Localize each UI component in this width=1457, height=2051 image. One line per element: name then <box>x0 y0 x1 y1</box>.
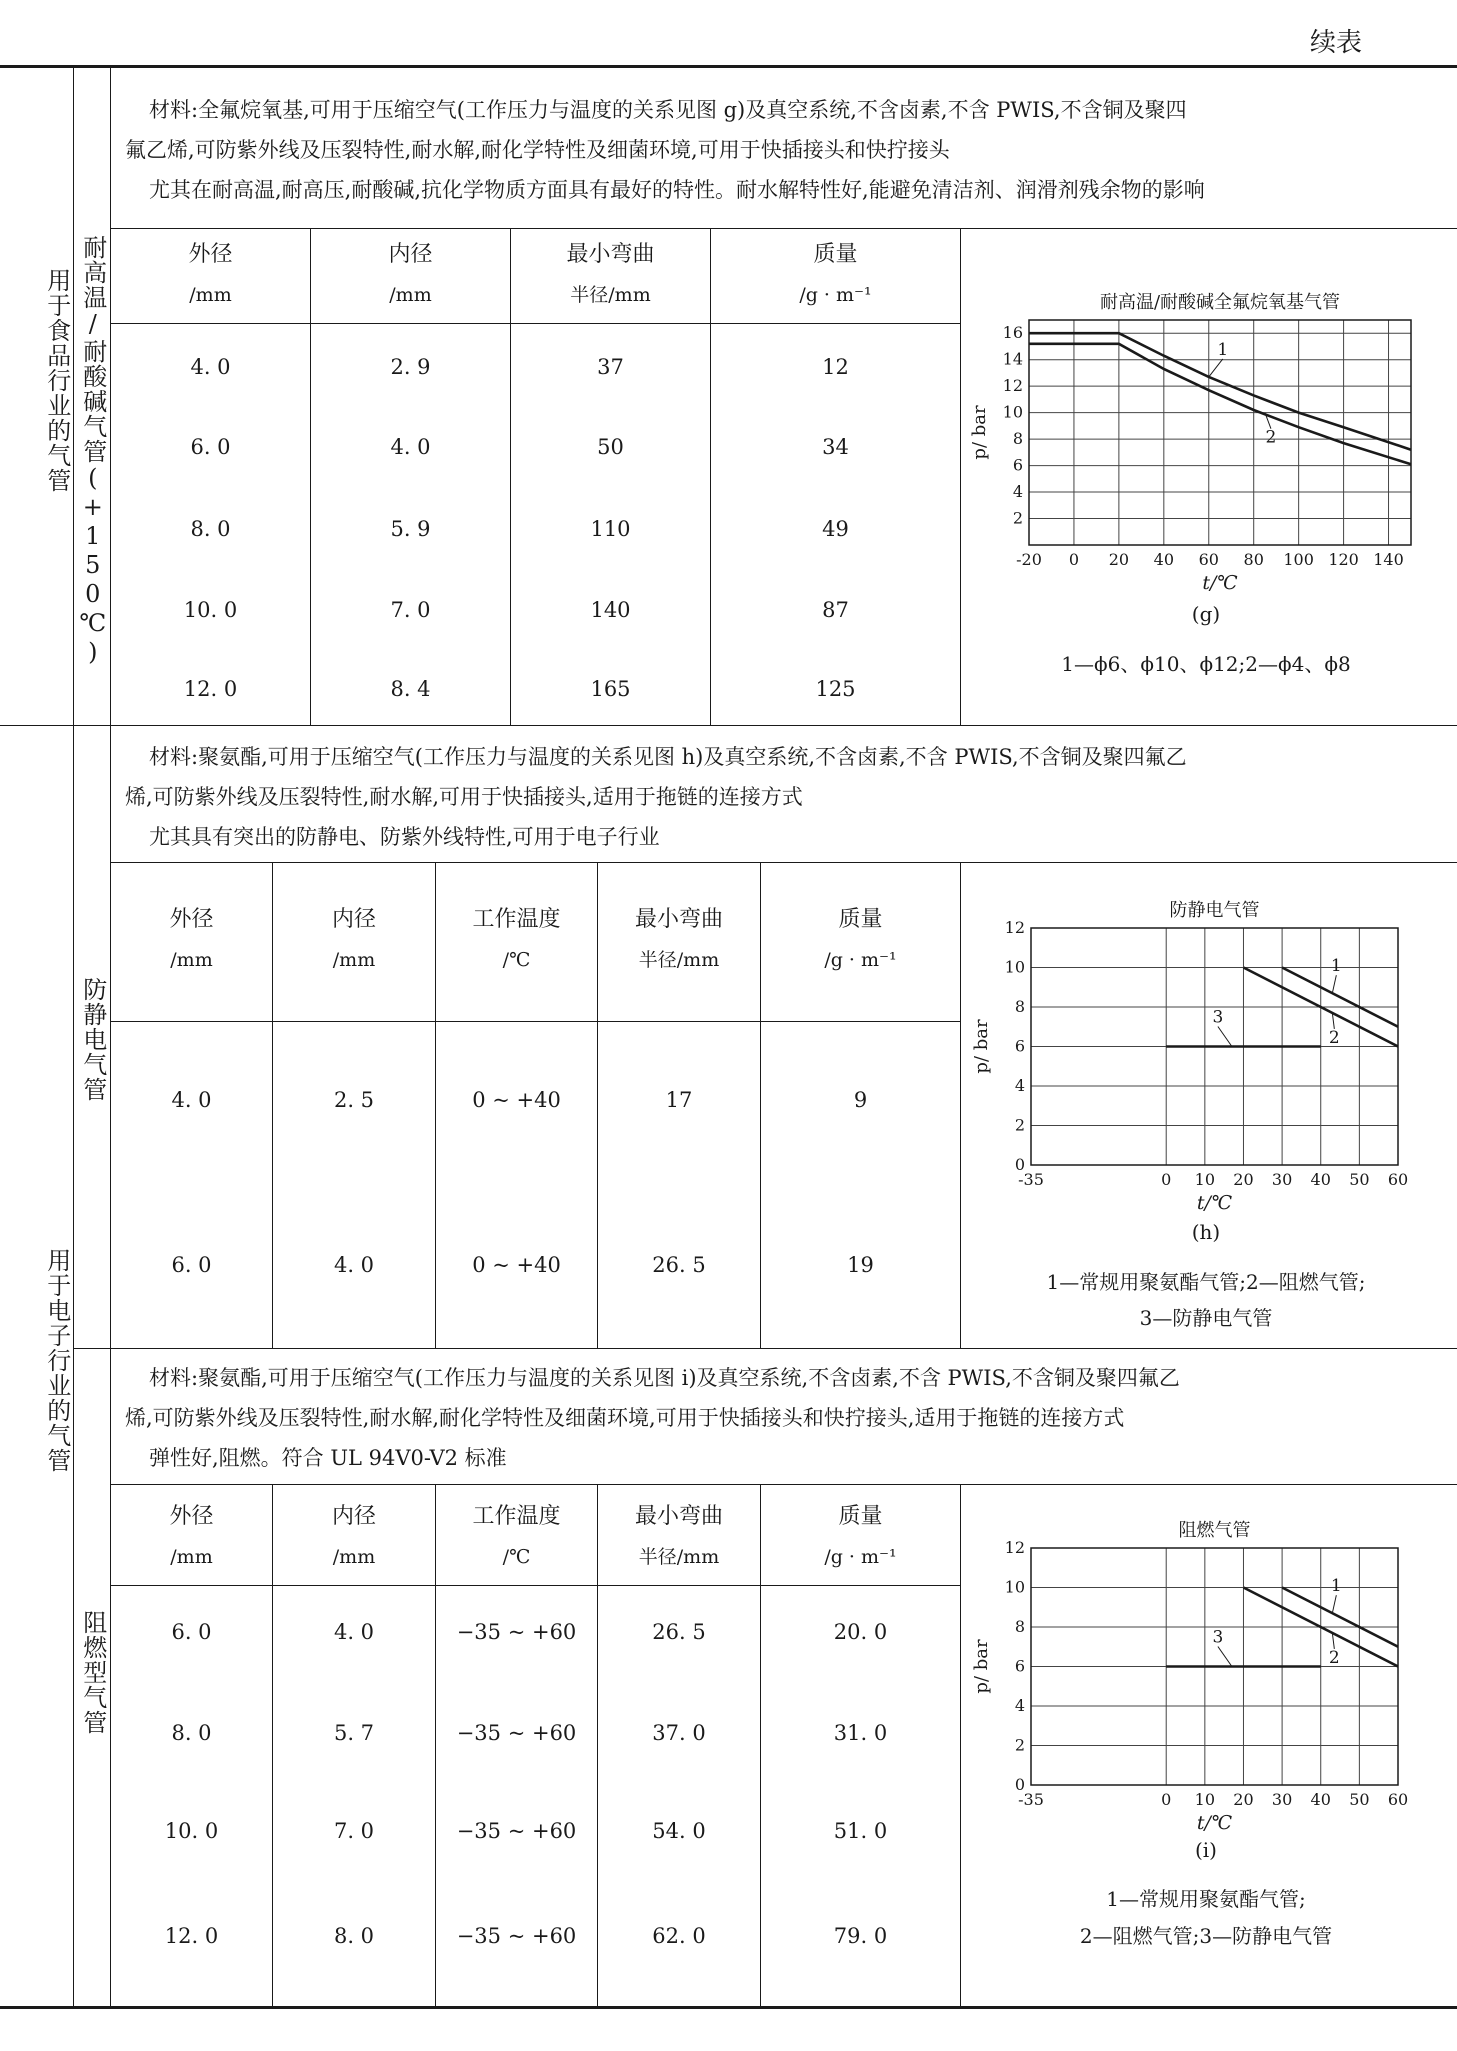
x-axis-label: t/℃ <box>1202 572 1238 594</box>
s2-line-1: 材料:聚氨酯,可用于压缩空气(工作压力与温度的关系见图 h)及真空系统,不含卤素,不含 PWIS,不含铜及聚四氟乙 <box>149 745 1187 769</box>
y-tick-label: 6 <box>1014 1036 1025 1056</box>
x-tick-label: 0 <box>1161 1790 1172 1809</box>
y-tick-label: 12 <box>1002 376 1023 396</box>
y-tick-label: 12 <box>1004 918 1025 937</box>
x-tick-label: -35 <box>1018 1170 1044 1189</box>
table-cell: 49 <box>822 517 849 541</box>
series-leader-1 <box>1332 975 1336 993</box>
table-cell: 31. 0 <box>833 1721 888 1745</box>
table-cell: −35 ~ +60 <box>456 1819 577 1843</box>
y-tick-label: 2 <box>1012 508 1023 528</box>
series-leader-1 <box>1332 1595 1336 1613</box>
s2-line-3: 尤其具有突出的防静电、防紫外线特性,可用于电子行业 <box>149 825 660 849</box>
s2-line-2: 烯,可防紫外线及压裂特性,耐水解,可用于快插接头,适用于拖链的连接方式 <box>125 785 803 809</box>
table-cell: 10. 0 <box>164 1819 219 1843</box>
s1-table-top <box>111 228 1457 229</box>
header-text: 质量 <box>813 242 858 267</box>
y-tick-label: 2 <box>1014 1735 1025 1755</box>
table-cell: 50 <box>597 435 624 459</box>
table-cell: 26. 5 <box>652 1253 706 1277</box>
series-label-1: 1 <box>1217 339 1229 360</box>
table-cell: 0 ~ +40 <box>472 1253 561 1277</box>
y-tick-label: 14 <box>1002 349 1023 369</box>
y-tick-label: 10 <box>1004 1577 1025 1597</box>
section-divider-1 <box>0 725 1457 726</box>
header-unit: 半径/mm <box>570 284 651 306</box>
y-tick-label: 2 <box>1014 1115 1025 1135</box>
chart-g <box>961 275 1421 595</box>
header-unit: /g · m⁻¹ <box>824 949 897 971</box>
table-cell: 140 <box>590 598 631 622</box>
s3-line-3: 弹性好,阻燃。符合 UL 94V0-V2 标准 <box>149 1446 507 1470</box>
y-tick-label: 8 <box>1014 997 1025 1016</box>
x-tick-label: 140 <box>1373 550 1404 569</box>
x-tick-label: 0 <box>1161 1170 1172 1189</box>
chart-title: 耐高温/耐酸碱全氟烷氧基气管 <box>1099 292 1341 313</box>
header-unit: /mm <box>332 949 376 971</box>
s1-header-mass <box>711 235 960 315</box>
s3-header-mass <box>761 1497 960 1577</box>
table-cell: 2. 9 <box>390 355 431 379</box>
series-leader-3 <box>1218 1647 1232 1667</box>
y-tick-label: 6 <box>1014 1656 1025 1676</box>
x-tick-label: 30 <box>1271 1170 1293 1189</box>
x-tick-label: 40 <box>1153 550 1175 569</box>
table-cell: 6. 0 <box>171 1253 212 1277</box>
table-cell: 79. 0 <box>833 1924 888 1948</box>
x-tick-label: 120 <box>1328 550 1359 569</box>
table-cell: 8. 0 <box>190 517 231 541</box>
chart-i <box>961 1500 1421 1834</box>
s1-line-2: 氟乙烯,可防紫外线及压裂特性,耐水解,耐化学特性及细菌环境,可用于快插接头和快拧接头 <box>125 138 950 162</box>
header-text: 工作温度 <box>472 907 561 932</box>
series-leader-3 <box>1218 1027 1232 1047</box>
y-tick-label: 12 <box>1004 1538 1025 1557</box>
table-cell: 37 <box>597 355 624 379</box>
table-cell: 5. 9 <box>390 517 431 541</box>
x-tick-label: -35 <box>1018 1790 1044 1809</box>
series-label-3: 3 <box>1212 1627 1224 1648</box>
table-cell: 12. 0 <box>164 1924 219 1948</box>
table-cell: −35 ~ +60 <box>456 1924 577 1948</box>
table-cell: 4. 0 <box>390 435 431 459</box>
x-tick-label: 30 <box>1271 1790 1293 1809</box>
s3-line-2: 烯,可防紫外线及压裂特性,耐水解,耐化学特性及细菌环境,可用于快插接头和快拧接头,适用于拖链的连接方式 <box>125 1406 1125 1430</box>
table-cell: 125 <box>815 677 856 701</box>
x-tick-label: 40 <box>1310 1170 1331 1189</box>
table-cell: 165 <box>590 677 631 701</box>
table-cell: 87 <box>822 598 849 622</box>
header-unit: /g · m⁻¹ <box>824 1546 897 1568</box>
legend-h-line-2: 3—防静电气管 <box>1139 1306 1273 1330</box>
section-divider-2 <box>74 1348 1457 1349</box>
s3-type-label: 阻燃型气管 <box>78 1610 107 1735</box>
table-cell: 0 ~ +40 <box>472 1088 561 1112</box>
y-tick-label: 16 <box>1002 323 1023 343</box>
legend-h-line-1: 1—常规用聚氨酯气管;2—阻燃气管; <box>1046 1270 1366 1294</box>
y-tick-label: 0 <box>1014 1775 1025 1794</box>
header-text: 内径 <box>388 242 433 267</box>
s2-header-bottom <box>111 1021 960 1022</box>
table-cell: 12 <box>822 355 849 379</box>
figure-label-h: (h) <box>1191 1220 1221 1244</box>
s3-table-top <box>111 1484 1457 1485</box>
header-text: 最小弯曲 <box>634 1504 723 1529</box>
table-cell: 17 <box>665 1088 693 1112</box>
x-tick-label: 50 <box>1349 1790 1370 1809</box>
x-tick-label: 60 <box>1387 1170 1409 1189</box>
s2-header-id <box>273 900 435 980</box>
chart-title: 阻燃气管 <box>1178 1520 1251 1541</box>
header-text: 外径 <box>188 242 233 267</box>
series-leader-2 <box>1332 1633 1334 1649</box>
bottom-rule <box>0 2006 1457 2009</box>
header-unit: /g · m⁻¹ <box>799 284 872 306</box>
x-tick-label: 100 <box>1283 550 1314 569</box>
s1-description <box>125 90 1445 210</box>
figure-label-g: (g) <box>1191 602 1221 626</box>
s2-table-top <box>111 862 1457 863</box>
s3-header-temp <box>436 1497 597 1577</box>
table-cell: 54. 0 <box>652 1819 706 1843</box>
header-text: 工作温度 <box>472 1504 561 1529</box>
table-cell: 7. 0 <box>333 1819 375 1843</box>
table-cell: 2. 5 <box>333 1088 375 1112</box>
series-label-2: 2 <box>1328 1647 1340 1668</box>
y-tick-label: 4 <box>1014 1696 1025 1715</box>
chart-h <box>961 880 1421 1214</box>
y-tick-label: 4 <box>1014 1076 1025 1095</box>
table-cell: 4. 0 <box>333 1253 375 1277</box>
header-unit: /mm <box>170 1546 213 1568</box>
figure-label-i: (i) <box>1194 1838 1217 1862</box>
table-cell: 4. 0 <box>190 355 231 379</box>
y-tick-label: 8 <box>1012 429 1023 449</box>
header-text: 质量 <box>838 907 883 932</box>
header-unit: /mm <box>389 284 432 306</box>
header-unit: 半径/mm <box>638 1546 720 1568</box>
header-text: 外径 <box>169 907 214 932</box>
legend-i-line-2: 2—阻燃气管;3—防静电气管 <box>1079 1924 1333 1948</box>
food-category-label: 用于食品行业的气管 <box>42 268 71 493</box>
table-cell: 6. 0 <box>190 435 231 459</box>
y-tick-label: 10 <box>1004 957 1025 977</box>
s3-header-id <box>273 1497 435 1577</box>
header-text: 内径 <box>331 1504 376 1529</box>
header-text: 最小弯曲 <box>634 907 723 932</box>
series-label-2: 2 <box>1265 427 1277 448</box>
table-cell: 37. 0 <box>652 1721 706 1745</box>
s1-type-label: 耐高温/耐酸碱气管(+150℃) <box>78 235 107 667</box>
header-text: 内径 <box>331 907 376 932</box>
category-divider <box>73 66 74 2007</box>
x-tick-label: 20 <box>1233 1790 1254 1809</box>
header-unit: 半径/mm <box>638 949 720 971</box>
header-text: 外径 <box>169 1504 214 1529</box>
x-tick-label: 0 <box>1068 550 1080 569</box>
s1-header-id <box>311 235 510 315</box>
s3-header-od <box>111 1497 272 1577</box>
chart-title: 防静电气管 <box>1169 900 1260 921</box>
s1-header-od <box>111 235 310 315</box>
table-cell: 26. 5 <box>652 1620 706 1644</box>
x-tick-label: 50 <box>1349 1170 1370 1189</box>
header-text: 最小弯曲 <box>566 242 655 267</box>
x-tick-label: -20 <box>1016 550 1042 569</box>
table-cell: 34 <box>822 435 849 459</box>
table-cell: 5. 7 <box>333 1721 375 1745</box>
x-axis-label: t/℃ <box>1196 1192 1233 1214</box>
table-cell: 12. 0 <box>183 677 238 701</box>
y-axis-label: p/ bar <box>971 1019 992 1074</box>
s2-description <box>125 737 1445 857</box>
x-tick-label: 40 <box>1310 1790 1331 1809</box>
table-cell: 9 <box>853 1088 868 1112</box>
x-tick-label: 60 <box>1198 550 1219 569</box>
y-tick-label: 6 <box>1012 455 1023 475</box>
s3-line-1: 材料:聚氨酯,可用于压缩空气(工作压力与温度的关系见图 i)及真空系统,不含卤素,不含 PWIS,不含铜及聚四氟乙 <box>149 1366 1180 1390</box>
header-unit: /mm <box>170 949 213 971</box>
series-leader-1 <box>1209 359 1223 377</box>
table-cell: 7. 0 <box>390 598 431 622</box>
continued-label: 续表 <box>1310 28 1363 58</box>
y-tick-label: 4 <box>1012 482 1023 502</box>
s3-header-bend <box>598 1497 760 1577</box>
s2-header-bend <box>598 900 760 980</box>
table-cell: 8. 0 <box>333 1924 375 1948</box>
header-unit: /mm <box>332 1546 376 1568</box>
x-tick-label: 10 <box>1194 1790 1216 1809</box>
s1-line-1: 材料:全氟烷氧基,可用于压缩空气(工作压力与温度的关系见图 g)及真空系统,不含卤素,不含 PWIS,不含铜及聚四 <box>149 98 1187 122</box>
series-leader-2 <box>1332 1013 1334 1029</box>
s3-description <box>125 1358 1445 1478</box>
y-axis-label: p/ bar <box>971 1639 992 1694</box>
table-cell: 51. 0 <box>833 1819 888 1843</box>
s1-header-bottom <box>111 323 960 324</box>
table-cell: 19 <box>847 1253 874 1277</box>
y-axis-label: p/ bar <box>969 405 990 460</box>
top-rule <box>0 65 1457 68</box>
table-cell: 8. 4 <box>390 677 431 701</box>
electronics-category-label: 用于电子行业的气管 <box>42 1248 71 1473</box>
s2-header-temp <box>436 900 597 980</box>
s2-type-label: 防静电气管 <box>78 977 107 1102</box>
header-unit: /℃ <box>502 949 531 971</box>
s1-header-bend <box>511 235 710 315</box>
s1-line-3: 尤其在耐高温,耐高压,耐酸碱,抗化学物质方面具有最好的特性。耐水解特性好,能避免清洁剂、润滑剂残余物的影响 <box>149 178 1205 202</box>
s3-header-bottom <box>111 1585 960 1586</box>
table-cell: 62. 0 <box>652 1924 706 1948</box>
table-cell: 20. 0 <box>833 1620 888 1644</box>
table-cell: 10. 0 <box>183 598 238 622</box>
table-cell: 4. 0 <box>171 1088 212 1112</box>
x-tick-label: 10 <box>1194 1170 1216 1189</box>
x-axis-label: t/℃ <box>1196 1812 1233 1834</box>
x-tick-label: 80 <box>1243 550 1264 569</box>
table-cell: −35 ~ +60 <box>456 1721 577 1745</box>
series-label-3: 3 <box>1212 1007 1224 1028</box>
x-tick-label: 20 <box>1233 1170 1254 1189</box>
table-cell: −35 ~ +60 <box>456 1620 577 1644</box>
x-tick-label: 20 <box>1108 550 1130 569</box>
series-label-1: 1 <box>1330 1576 1342 1597</box>
table-cell: 8. 0 <box>171 1721 212 1745</box>
header-unit: /℃ <box>502 1546 531 1568</box>
s2-header-od <box>111 900 272 980</box>
y-tick-label: 0 <box>1014 1155 1025 1174</box>
legend-g: 1—ϕ6、ϕ10、ϕ12;2—ϕ4、ϕ8 <box>1061 652 1351 676</box>
y-tick-label: 10 <box>1002 402 1023 422</box>
table-cell: 4. 0 <box>333 1620 375 1644</box>
table-cell: 6. 0 <box>171 1620 212 1644</box>
header-text: 质量 <box>838 1504 883 1529</box>
table-cell: 110 <box>590 517 631 541</box>
series-label-2: 2 <box>1328 1027 1340 1048</box>
y-tick-label: 8 <box>1014 1617 1025 1636</box>
s2-header-mass <box>761 900 960 980</box>
x-tick-label: 60 <box>1387 1790 1409 1809</box>
series-label-1: 1 <box>1330 956 1342 977</box>
legend-i-line-1: 1—常规用聚氨酯气管; <box>1106 1887 1306 1911</box>
header-unit: /mm <box>189 284 232 306</box>
